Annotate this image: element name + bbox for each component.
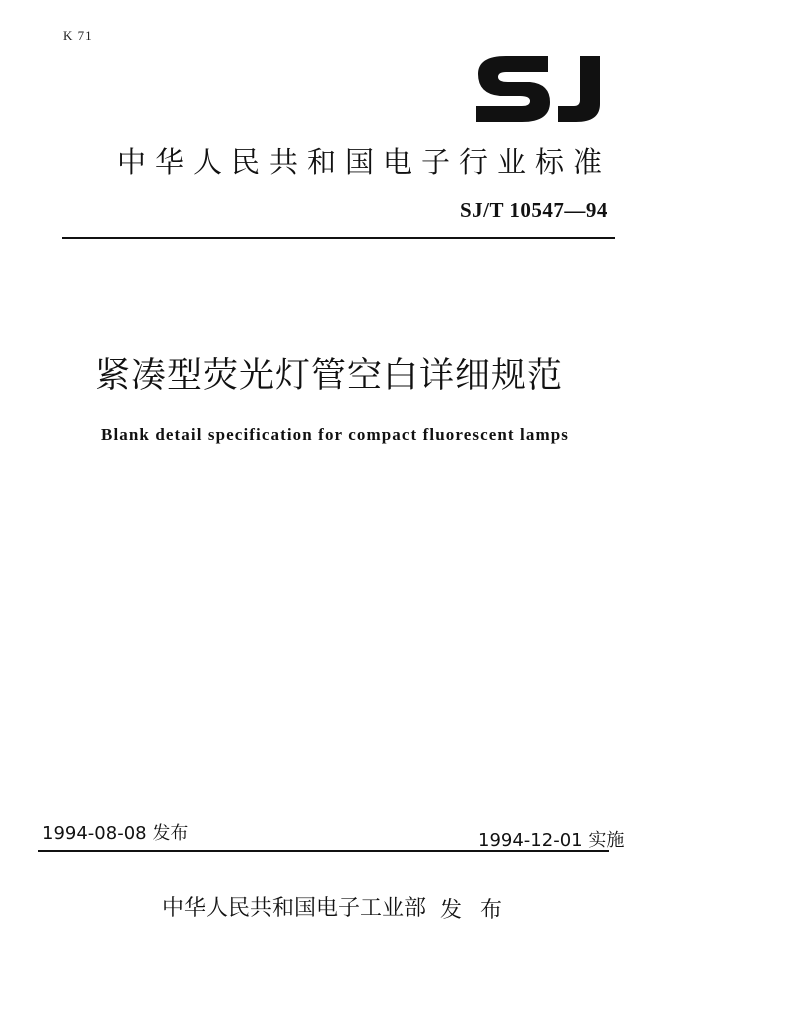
header-divider: [62, 237, 615, 239]
publisher: 中华人民共和国电子工业部: [162, 896, 427, 921]
sj-logo: [468, 44, 618, 134]
standard-code: SJ/T 10547—94: [460, 198, 608, 222]
document-title-english: Blank detail specification for compact fluorescent lamps: [101, 425, 569, 444]
document-title-chinese: 紧凑型荧光灯管空白详细规范: [95, 356, 564, 396]
implementation-date: 1994-12-01 实施: [478, 830, 625, 851]
classification-code: K 71: [63, 28, 93, 43]
standard-title: 中华人民共和国电子行业标准: [117, 145, 612, 179]
footer-divider: [38, 850, 609, 852]
issue-date: 1994-08-08 发布: [42, 823, 189, 844]
publish-label: 发布: [440, 898, 521, 923]
